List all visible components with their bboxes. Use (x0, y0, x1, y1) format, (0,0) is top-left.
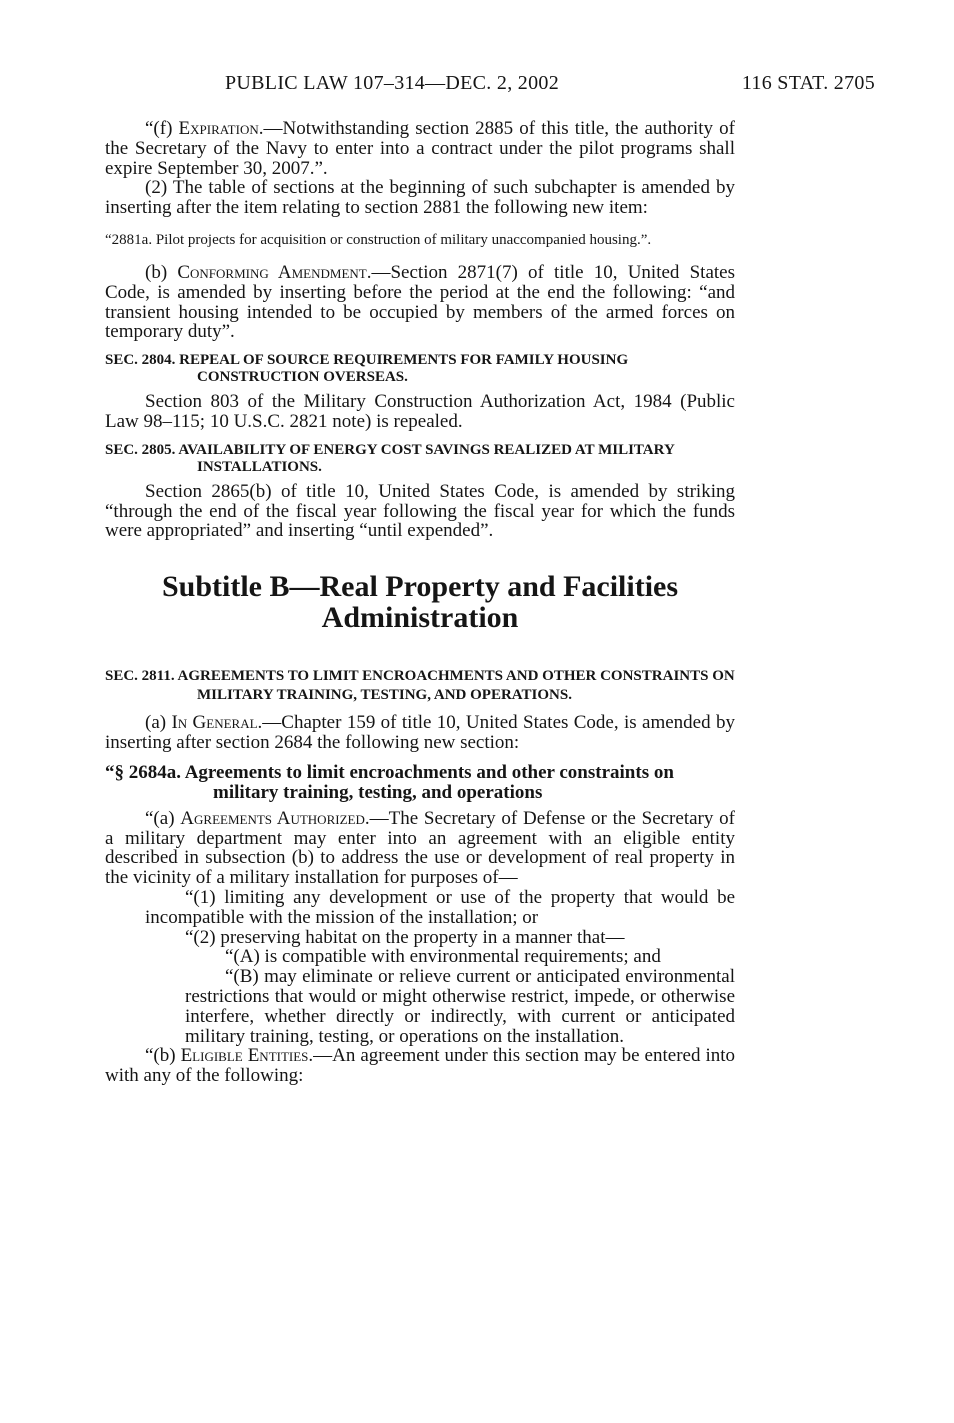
sec-2684a-subsection-b: “(b) Eligible Entities.—An agreement under this section may be entered into with any of the following: (105, 1045, 735, 1087)
eligible-entities-heading: Eligible Entities (180, 1045, 309, 1067)
sec-2811-heading: SEC. 2811. AGREEMENTS TO LIMIT ENCROACHMENTS AND OTHER CONSTRAINTS ON MILITARY TRAINING, TESTING, AND OPERATIONS. (105, 668, 735, 704)
paragraph-1-limiting: “(1) limiting any development or use of the property that would be incompatible with the mission of the installation; or (145, 886, 735, 928)
sec-2684a-heading: “§ 2684a. Agreements to limit encroachments and other constraints on military training, testing, and operations (105, 761, 674, 803)
subtitle-line-1: Subtitle B—Real Property and Facilities (161, 570, 679, 604)
subparagraph-b: “(B) may eliminate or relieve current or anticipated environmental restrictions that would or might otherwise restrict, impede, or otherwise interfere, whether directly or indirectly, with current or anticipated military training, testing, or operations on the installation. (185, 966, 735, 1047)
sec-2684a-subsection-a: “(a) Agreements Authorized.—The Secretary of Defense or the Secretary of a military department may enter into an agreement with an eligible entity described in subsection (b) to address the use or development of real property in the vicinity of a military installation for purposes of— (105, 807, 735, 889)
subsection-f-expiration: “(f) Expiration.—Notwithstanding section 2885 of this title, the authority of the Secretary of the Navy to enter into a contract under the pilot programs shall expire September 30, 2007.”. (105, 118, 735, 179)
sec-2805-heading: SEC. 2805. AVAILABILITY OF ENERGY COST SAVINGS REALIZED AT MILITARY INSTALLATIONS. (105, 441, 675, 475)
header-stat-page: 116 STAT. 2705 (741, 72, 875, 94)
sec-2804-heading: SEC. 2804. REPEAL OF SOURCE REQUIREMENTS FOR FAMILY HOUSING CONSTRUCTION OVERSEAS. (105, 352, 629, 386)
paragraph-2: (2) The table of sections at the beginning of such subchapter is amended by inserting after the item relating to section 2881 the following new item: (105, 177, 735, 219)
conforming-amendment: (b) Conforming Amendment.—Section 2871(7) of title 10, United States Code, is amended by inserting before the period at the end the following: “and transient housing intended to be occupied by members of the armed forces on temporary duty”. (105, 261, 735, 343)
agreements-authorized-heading: Agreements Authorized (180, 807, 365, 829)
sec-2811-in-general: (a) In General.—Chapter 159 of title 10, United States Code, is amended by inserting after section 2684 the following new section: (105, 712, 735, 753)
expiration-heading: Expiration (178, 118, 259, 139)
table-of-sections-item: “2881a. Pilot projects for acquisition or construction of military unaccompanied housing.”. (105, 231, 652, 248)
in-general-heading: In General (171, 712, 258, 734)
conforming-amendment-heading: Conforming Amendment (177, 261, 367, 283)
subtitle-heading (105, 571, 735, 633)
sec-2805-text: Section 2865(b) of title 10, United States Code, is amended by striking “through the end of the fiscal year following the fiscal year for which the funds were appropriated” and inserting “until expended”. (105, 480, 735, 542)
sec-2804-text: Section 803 of the Military Construction Authorization Act, 1984 (Public Law 98–115; 10 U.S.C. 2821 note) is repealed. (105, 391, 735, 432)
document-body (105, 119, 735, 1086)
subtitle-line-2: Administration (321, 601, 519, 635)
subparagraph-a: “(A) is compatible with environmental requirements; and (225, 946, 661, 968)
paragraph-2-preserving: “(2) preserving habitat on the property in a manner that— (185, 926, 625, 948)
header-public-law: PUBLIC LAW 107–314—DEC. 2, 2002 (225, 72, 559, 94)
